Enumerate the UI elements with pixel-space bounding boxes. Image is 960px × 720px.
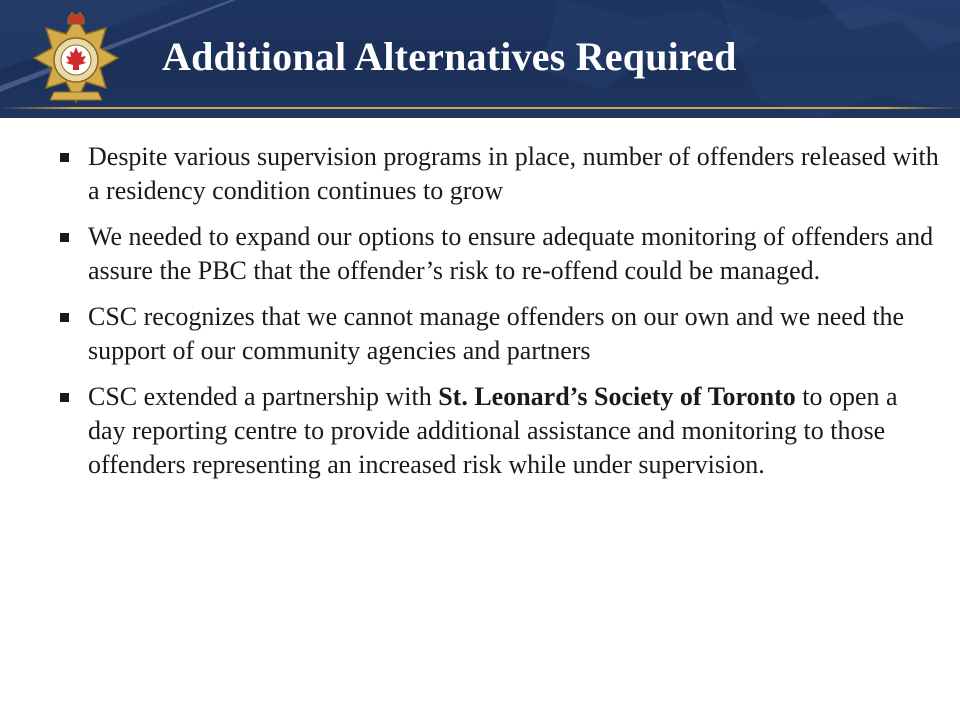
list-item xyxy=(60,300,940,368)
bullet-text-pre: CSC extended a partnership with xyxy=(88,382,439,411)
square-bullet-icon xyxy=(60,153,69,162)
bullet-list xyxy=(60,140,940,494)
list-item xyxy=(60,140,940,208)
header-banner xyxy=(0,0,960,118)
header-divider xyxy=(0,107,960,109)
bullet-text-post: to open a day reporting centre to provide additional assistance and monitoring to those offenders representing an increased risk while under supervision. xyxy=(88,382,898,479)
square-bullet-icon xyxy=(60,233,69,242)
bullet-text: CSC recognizes that we cannot manage offenders on our own and we need the support of our community agencies and partners xyxy=(88,302,905,365)
bullet-text: Despite various supervision programs in place, number of offenders released with a residency condition continues to grow xyxy=(88,142,939,205)
list-item xyxy=(60,380,940,482)
square-bullet-icon xyxy=(60,393,69,402)
slide-title: Additional Alternatives Required xyxy=(162,34,737,79)
bullet-text: We needed to expand our options to ensure adequate monitoring of offenders and assure the PBC that the offender’s risk to re-offend could be managed. xyxy=(88,222,934,285)
square-bullet-icon xyxy=(60,313,69,322)
partner-name: St. Leonard’s Society of Toronto xyxy=(438,382,796,411)
csc-badge-icon xyxy=(30,12,122,112)
list-item xyxy=(60,220,940,288)
